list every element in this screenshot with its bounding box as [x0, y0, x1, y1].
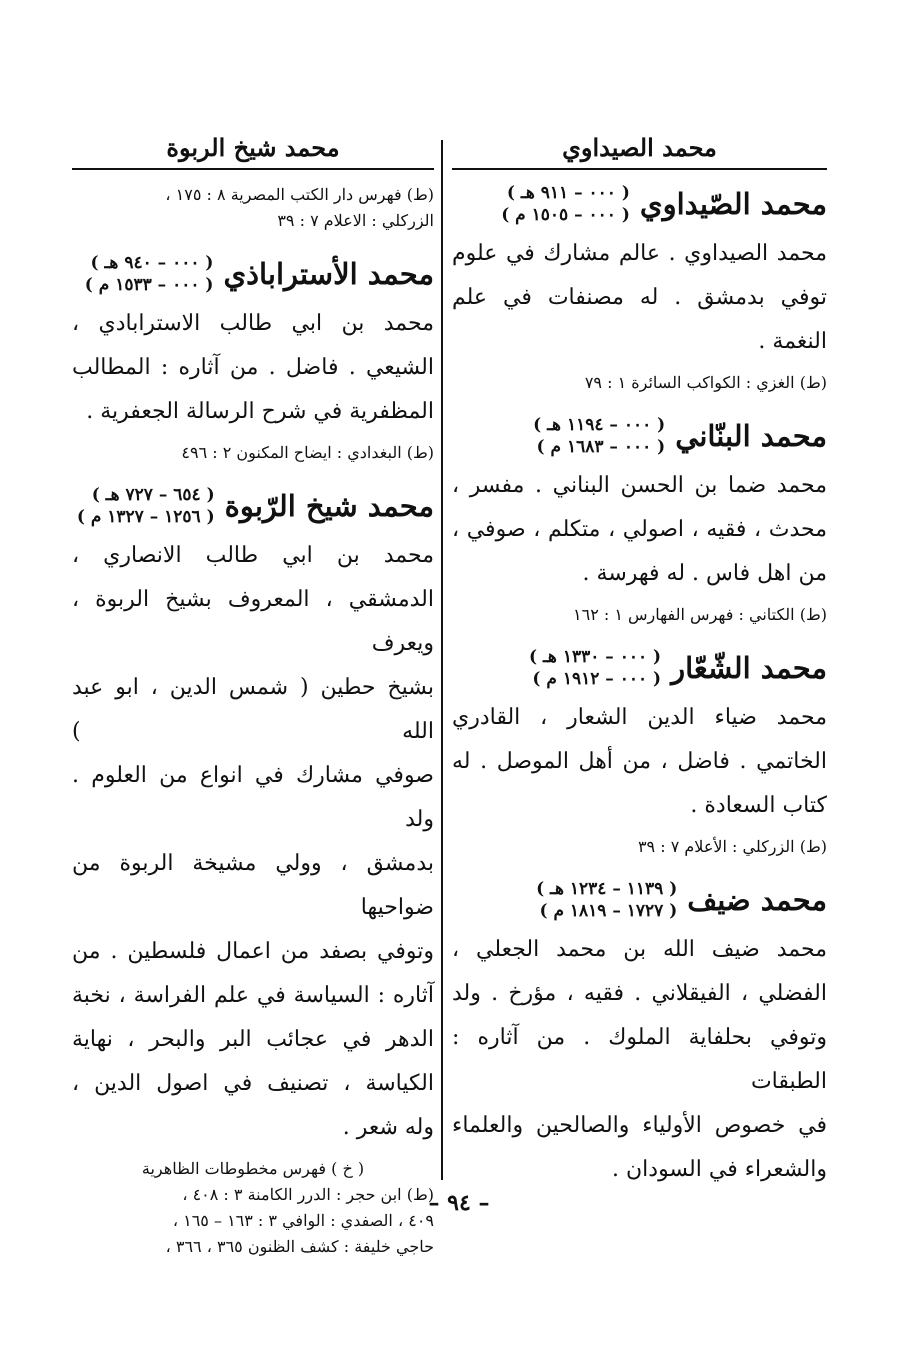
- column-divider: [441, 140, 443, 1180]
- body-line: محمد ضما بن الحسن البناني . مفسر ،: [452, 473, 827, 498]
- entry-body: [452, 696, 827, 828]
- page-number: – ٩٤ –: [428, 1190, 490, 1216]
- body-line: المظفرية في شرح الرسالة الجعفرية .: [86, 399, 434, 424]
- entry: [452, 878, 827, 1192]
- running-head-right: محمد الصيداوي: [452, 128, 827, 170]
- body-line: محدث ، فقيه ، اصولي ، متكلم ، صوفي ،: [452, 517, 827, 542]
- entry-references: [452, 370, 827, 396]
- hijri-dates: ( ٠٠٠ – ٩٤٠ هـ ): [90, 253, 214, 273]
- body-line: في خصوص الأولياء والصالحين والعلماء: [452, 1113, 827, 1138]
- body-line: كتاب السعادة .: [690, 793, 827, 818]
- entry-body: [72, 534, 434, 1150]
- reference-line: الزركلي : الاعلام ٧ : ٣٩: [277, 211, 434, 230]
- reference-line: (ط) البغدادي : ايضاح المكنون ٢ : ٤٩٦: [181, 443, 434, 462]
- reference-line: ٤٠٩ ، الصفدي : الوافي ٣ : ١٦٣ – ١٦٥ ،: [172, 1211, 434, 1230]
- entry-dates: [533, 414, 665, 458]
- hijri-dates: ( ٦٥٤ – ٧٢٧ هـ ): [91, 485, 215, 505]
- body-line: الكياسة ، تصنيف في اصول الدين ،: [72, 1071, 434, 1096]
- entry-name: محمد الشّعّار: [671, 651, 827, 685]
- body-line: صوفي مشارك في انواع من العلوم . ولد: [72, 763, 434, 832]
- entry-body: [452, 232, 827, 364]
- hijri-dates: ( ٠٠٠ – ١٣٣٠ هـ ): [528, 647, 662, 667]
- gregorian-dates: ( ٠٠٠ – ١٩١٢ م ): [532, 669, 662, 689]
- reference-line: حاجي خليفة : كشف الظنون ٣٦٥ ، ٣٦٦ ،: [165, 1237, 434, 1256]
- body-line: محمد بن ابي طالب الانصاري ،: [72, 543, 434, 568]
- entry-dates: [501, 182, 630, 226]
- gregorian-dates: ( ٠٠٠ – ١٥٣٣ م ): [84, 275, 214, 295]
- right-column: [452, 128, 827, 1192]
- entry: [452, 182, 827, 396]
- body-line: آثاره : السياسة في علم الفراسة ، نخبة: [72, 983, 434, 1008]
- entry-body: [452, 464, 827, 596]
- body-line: الشيعي . فاضل . من آثاره : المطالب: [72, 355, 434, 380]
- continued-references: [72, 182, 434, 234]
- entry-heading: [452, 646, 827, 690]
- entry-body: [452, 928, 827, 1192]
- entry: [452, 414, 827, 628]
- body-line: الفضلي ، الفيقلاني . فقيه ، مؤرخ . ولد: [452, 981, 827, 1006]
- gregorian-dates: ( ١٧٢٧ – ١٨١٩ م ): [539, 901, 678, 921]
- hijri-dates: ( ١١٣٩ – ١٢٣٤ هـ ): [536, 879, 678, 899]
- body-line: محمد ضياء الدين الشعار ، القادري: [452, 705, 827, 730]
- entry-dates: [85, 252, 214, 296]
- entry-dates: [529, 646, 661, 690]
- entry-heading: [452, 182, 827, 226]
- entry-body: [72, 302, 434, 434]
- reference-line: (ط) فهرس دار الكتب المصرية ٨ : ١٧٥ ،: [165, 185, 434, 204]
- entry-heading: [452, 878, 827, 922]
- hijri-dates: ( ٠٠٠ – ١١٩٤ هـ ): [533, 415, 666, 435]
- reference-line: (ط) الكتاني : فهرس الفهارس ١ : ١٦٢: [573, 605, 827, 624]
- body-line: محمد الصيداوي . عالم مشارك في علوم: [452, 241, 827, 266]
- gregorian-dates: ( ٠٠٠ – ١٥٠٥ م ): [501, 205, 630, 225]
- gregorian-dates: ( ١٢٥٦ – ١٣٢٧ م ): [76, 507, 215, 527]
- entry-heading: [72, 484, 434, 528]
- body-line: بدمشق ، وولي مشيخة الربوة من ضواحيها: [72, 851, 434, 920]
- reference-line: (ط) الغزي : الكواكب السائرة ١ : ٧٩: [584, 373, 827, 392]
- body-line: وتوفي بحلفاية الملوك . من آثاره : الطبقات: [452, 1025, 827, 1094]
- reference-line: (ط) ابن حجر : الدرر الكامنة ٣ : ٤٠٨ ،: [182, 1185, 434, 1204]
- body-line: وتوفي بصفد من اعمال فلسطين . من: [72, 939, 434, 964]
- body-line: والشعراء في السودان .: [612, 1157, 827, 1182]
- entry-name: محمد الصّيداوي: [639, 187, 827, 221]
- reference-line: ( خ ) فهرس مخطوطات الظاهرية: [141, 1159, 365, 1178]
- entry: [72, 252, 434, 466]
- entry-heading: [72, 252, 434, 296]
- running-head-left: محمد شيخ الربوة: [72, 128, 434, 170]
- entry-name: محمد الأستراباذي: [223, 257, 434, 291]
- entry: [72, 484, 434, 1260]
- entry-references: [72, 440, 434, 466]
- entry-heading: [452, 414, 827, 458]
- entry-dates: [536, 878, 677, 922]
- body-line: من اهل فاس . له فهرسة .: [582, 561, 827, 586]
- entry-references: [452, 834, 827, 860]
- body-line: الخاتمي . فاضل ، من أهل الموصل . له: [452, 749, 827, 774]
- entry-references: [452, 602, 827, 628]
- left-column: [72, 128, 434, 1278]
- gregorian-dates: ( ٠٠٠ – ١٦٨٣ م ): [536, 437, 666, 457]
- hijri-dates: ( ٠٠٠ – ٩١١ هـ ): [506, 183, 630, 203]
- body-line: بشيخ حطين ( شمس الدين ، ابو عبد الله ): [72, 675, 434, 744]
- reference-line: (ط) الزركلي : الأعلام ٧ : ٣٩: [637, 837, 827, 856]
- body-line: الدمشقي ، المعروف بشيخ الربوة ، ويعرف: [72, 587, 434, 656]
- entry-name: محمد ضيف: [687, 883, 827, 917]
- entry-dates: [77, 484, 215, 528]
- body-line: وله شعر .: [342, 1115, 434, 1140]
- body-line: الدهر في عجائب البر والبحر ، نهاية: [72, 1027, 434, 1052]
- body-line: توفي بدمشق . له مصنفات في علم النغمة .: [452, 285, 827, 354]
- entry-name: محمد شيخ الرّبوة: [224, 489, 434, 523]
- entry-name: محمد البنّاني: [675, 419, 827, 453]
- body-line: محمد بن ابي طالب الاسترابادي ،: [72, 311, 434, 336]
- entry: [452, 646, 827, 860]
- body-line: محمد ضيف الله بن محمد الجعلي ،: [452, 937, 827, 962]
